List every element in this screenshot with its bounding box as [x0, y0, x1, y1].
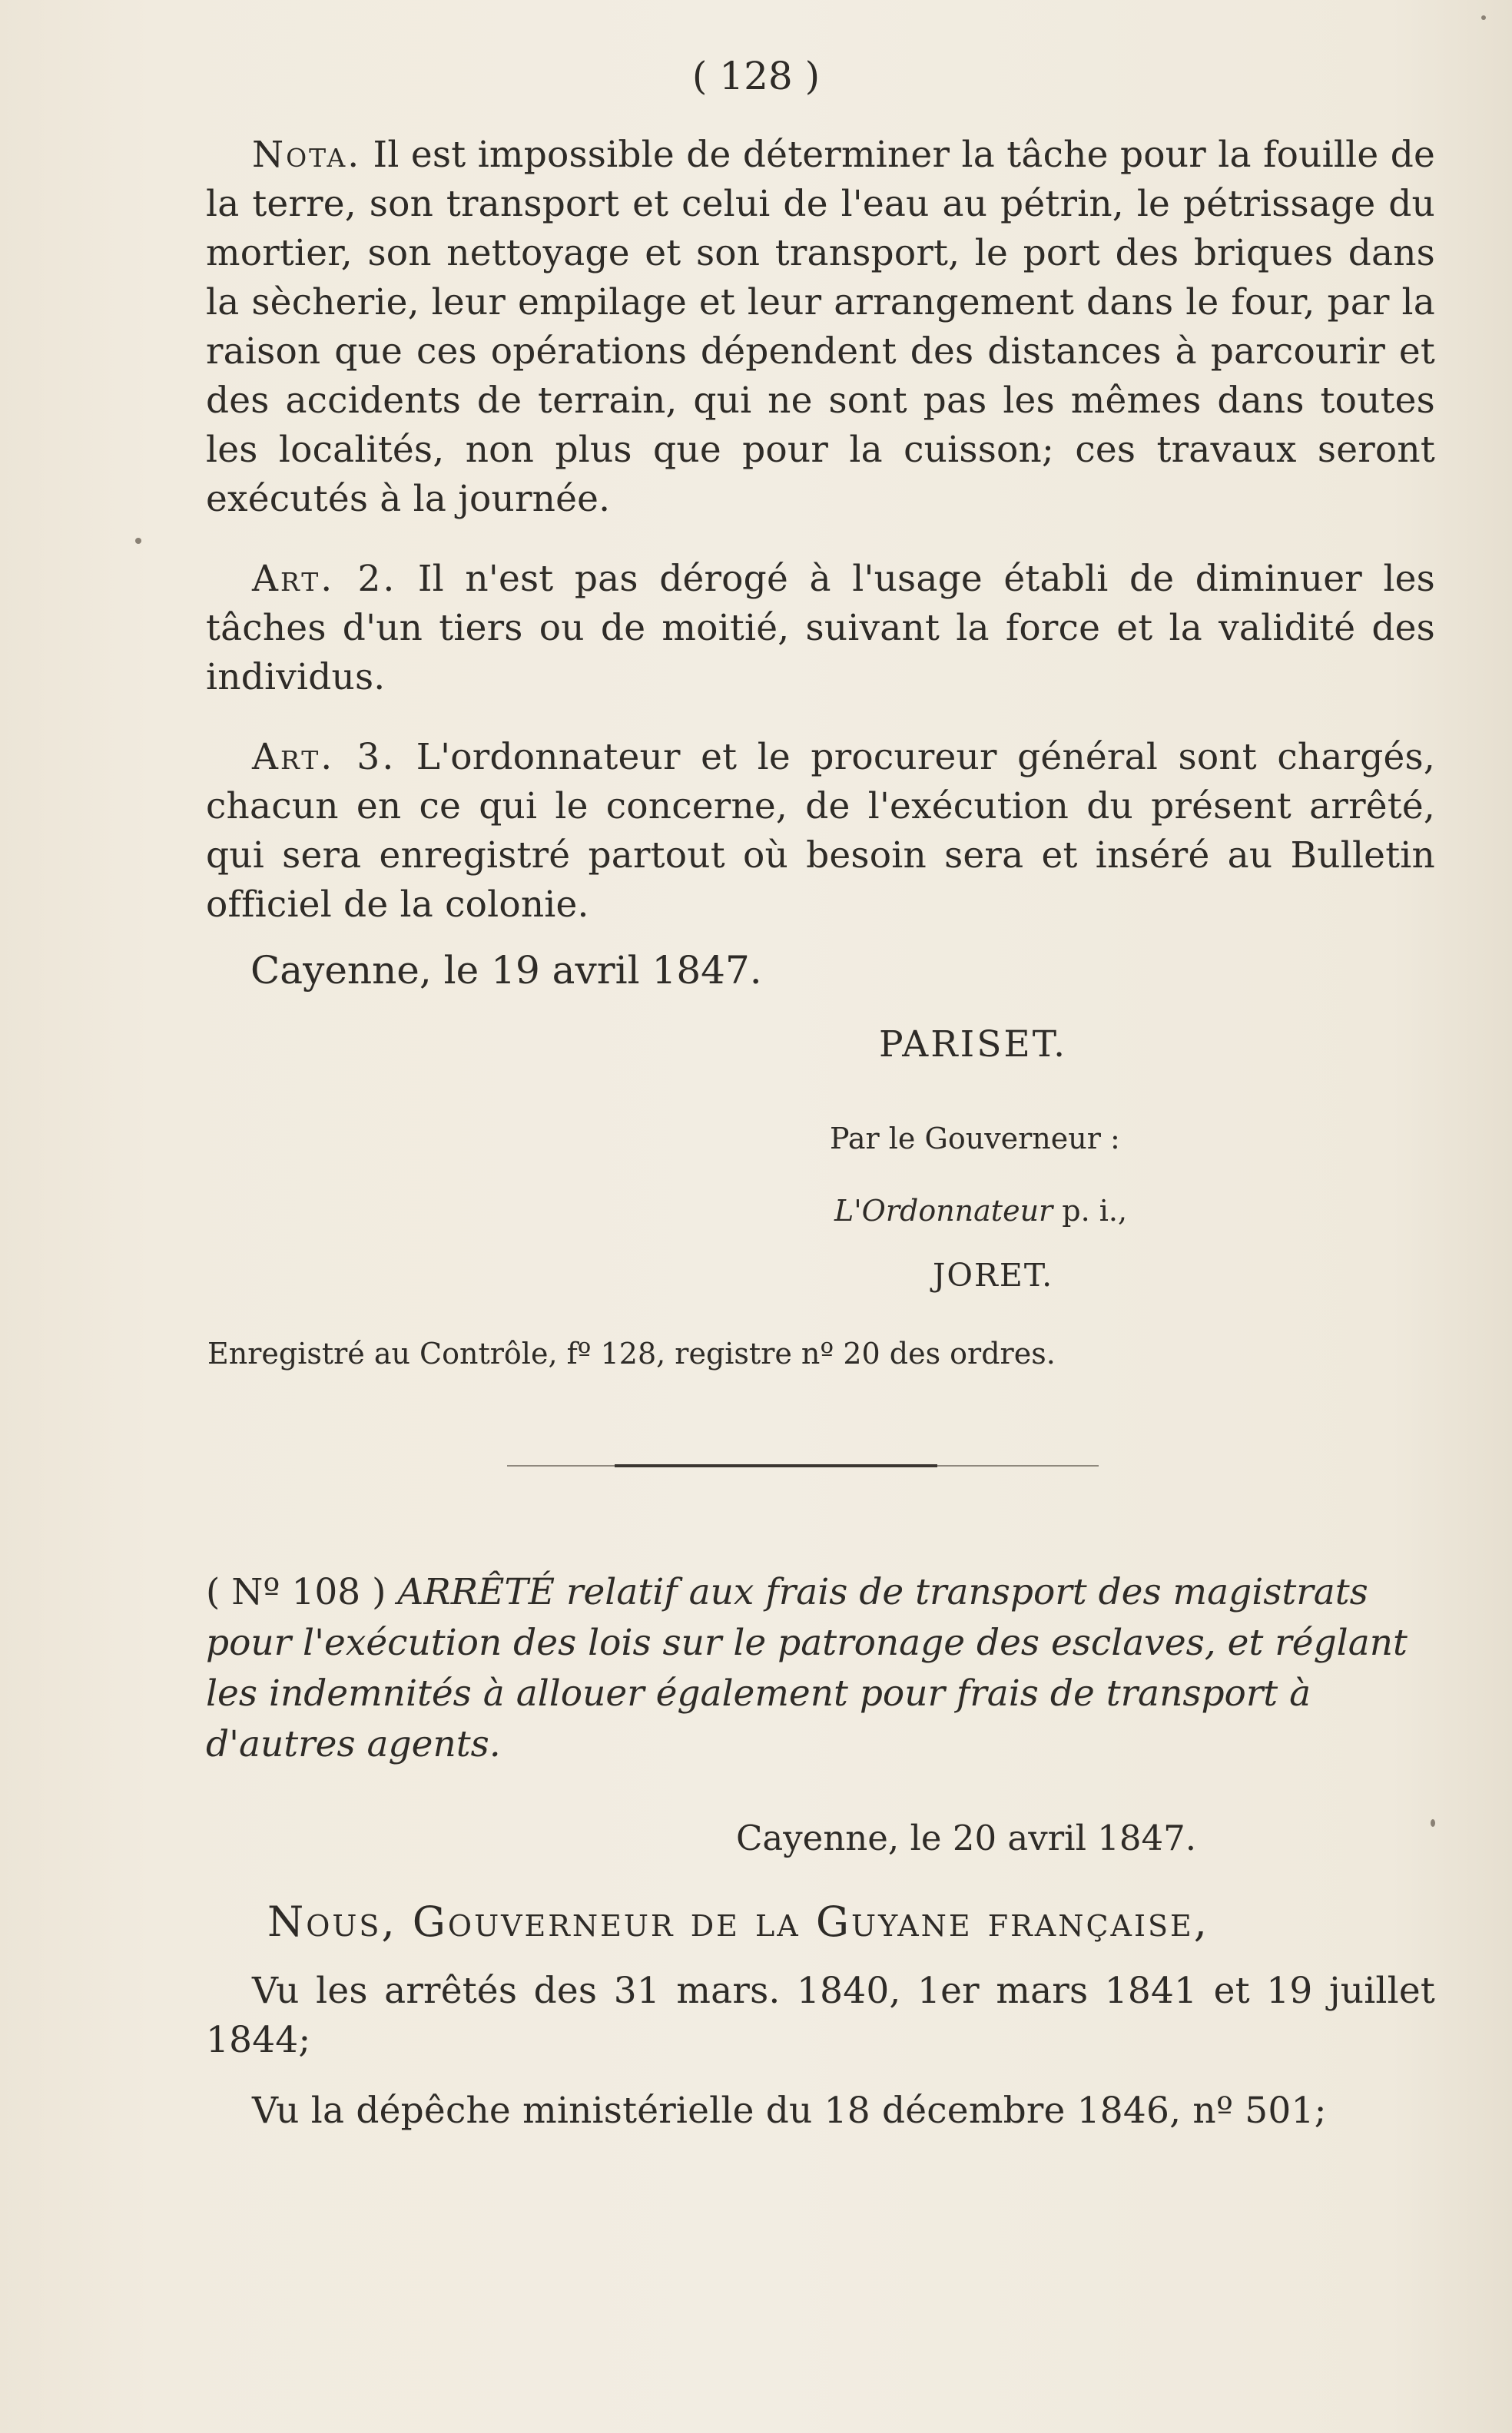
place-date-1: Cayenne, le 19 avril 1847.: [250, 948, 762, 993]
decree-heading: [206, 1567, 1443, 1770]
article-2-text: Il n'est pas dérogé à l'usage établi de diminuer les tâches d'un tiers ou de moitié, suivant la force et la validité des individus.: [206, 558, 1436, 698]
ordonnateur-suffix: p. i.,: [1062, 1194, 1128, 1228]
vu-1-text: Vu les arrêtés des 31 mars. 1840, 1er mars 1841 et 19 juillet 1844;: [206, 1970, 1435, 2061]
section-divider: [507, 1463, 1099, 1468]
page-number: ( 128 ): [691, 54, 821, 98]
nota-paragraph: [206, 131, 1435, 524]
vu-paragraph-2: [206, 2087, 1435, 2136]
decree-number: ( Nº 108 ): [206, 1571, 386, 1613]
nota-label: Nota.: [252, 134, 362, 176]
registration-note: Enregistré au Contrôle, fº 128, registre nº 20 des ordres.: [207, 1337, 1056, 1371]
ordonnateur-line: [834, 1194, 1127, 1228]
signature-pariset: PARISET.: [879, 1023, 1068, 1066]
nous-gouverneur: Nous, Gouverneur de la Guyane française,: [267, 1898, 1209, 1946]
par-le-gouverneur: Par le Gouverneur :: [830, 1122, 1120, 1155]
article-3-text: L'ordonnateur et le procureur général sont chargés, chacun en ce qui le concerne, de l'exécution du présent arrêté, qui sera enregistré partout où besoin sera et inséré au Bulletin officiel de la colonie.: [206, 736, 1436, 926]
paper-speck: [135, 538, 141, 544]
paper-speck: [1431, 1819, 1435, 1827]
decree-title: ARRÊTÉ relatif aux frais de transport des magistrats pour l'exécution des lois sur le patronage des esclaves, et réglant les indemnités à allouer également pour frais de transport à d'autres agents.: [206, 1571, 1408, 1765]
article-2-label: Art. 2.: [252, 558, 397, 600]
paper-speck: [1481, 15, 1486, 20]
place-date-2: Cayenne, le 20 avril 1847.: [736, 1818, 1197, 1858]
article-2: [206, 555, 1435, 702]
signature-joret: JORET.: [933, 1257, 1054, 1294]
vu-2-text: Vu la dépêche ministérielle du 18 décembre 1846, nº 501;: [252, 2090, 1327, 2132]
vu-paragraph-1: [206, 1967, 1435, 2065]
ordonnateur-title: L'Ordonnateur: [834, 1194, 1053, 1228]
article-3-label: Art. 3.: [252, 736, 396, 778]
nota-text: Il est impossible de déterminer la tâche pour la fouille de la terre, son transport et celui de l'eau au pétrin, le pétrissage du mortier, son nettoyage et son transport, le port des briques dans la sècherie, leur empilage et leur arrangement dans le four, par la raison que ces opérations dépendent des distances à parcourir et des accidents de terrain, qui ne sont pas les mêmes dans toutes les localités, non plus que pour la cuisson; ces travaux seront exécutés à la journée.: [206, 134, 1436, 520]
article-3: [206, 733, 1435, 930]
